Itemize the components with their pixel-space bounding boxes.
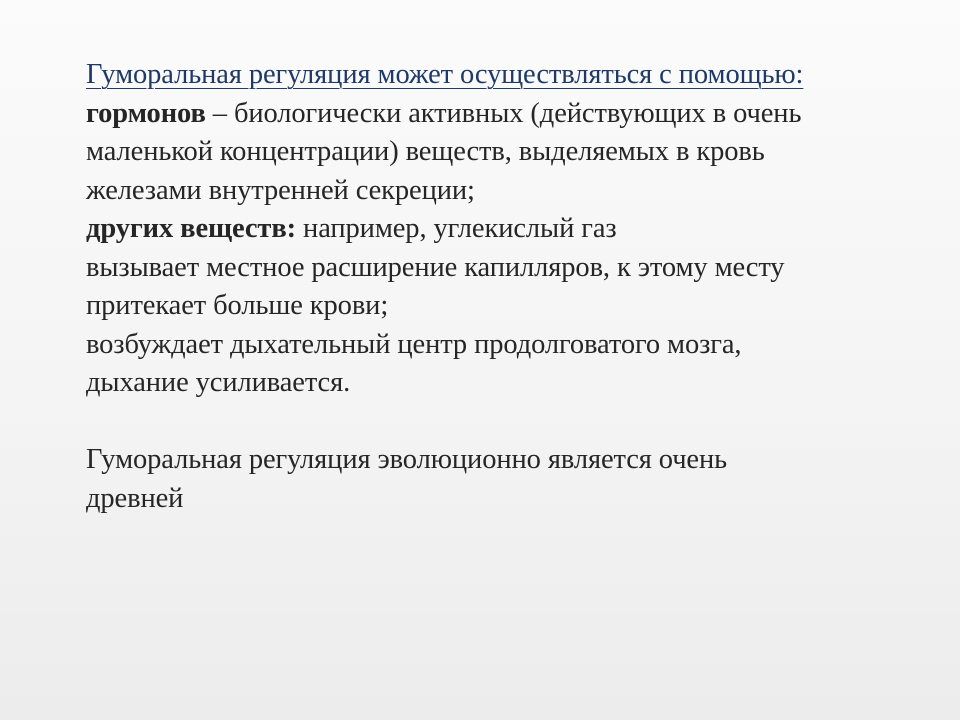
- other-substances-example-2: вызывает местное расширение капилляров, к этому месту: [86, 251, 785, 283]
- other-substances-example-5: дыхание усиливается.: [86, 367, 351, 398]
- hormones-definition-3: железами внутренней секреции;: [86, 174, 475, 206]
- other-substances-example-1: например, углекислый газ: [296, 213, 617, 244]
- slide-text-block: [86, 56, 916, 518]
- other-substances-line-1: [86, 210, 916, 249]
- other-substances-example-4: возбуждает дыхательный центр продолговатого мозга,: [86, 328, 742, 360]
- hormones-definition-1: – биологически активных (действующих в очень: [205, 97, 802, 129]
- conclusion-line-2: древней: [86, 482, 184, 514]
- slide-heading: Гуморальная регуляция может осуществляться с помощью:: [86, 59, 804, 90]
- other-substances-term: других веществ:: [86, 213, 297, 244]
- paragraph-spacer: [86, 403, 916, 442]
- conclusion-line-1: Гуморальная регуляция эволюционно является очень: [86, 444, 728, 475]
- hormones-term: гормонов: [86, 97, 206, 129]
- hormones-definition-2: маленькой концентрации) веществ, выделяемых в кровь: [86, 136, 765, 167]
- hormones-paragraph-line-1: [86, 95, 916, 134]
- other-substances-example-3: притекает больше крови;: [86, 290, 389, 321]
